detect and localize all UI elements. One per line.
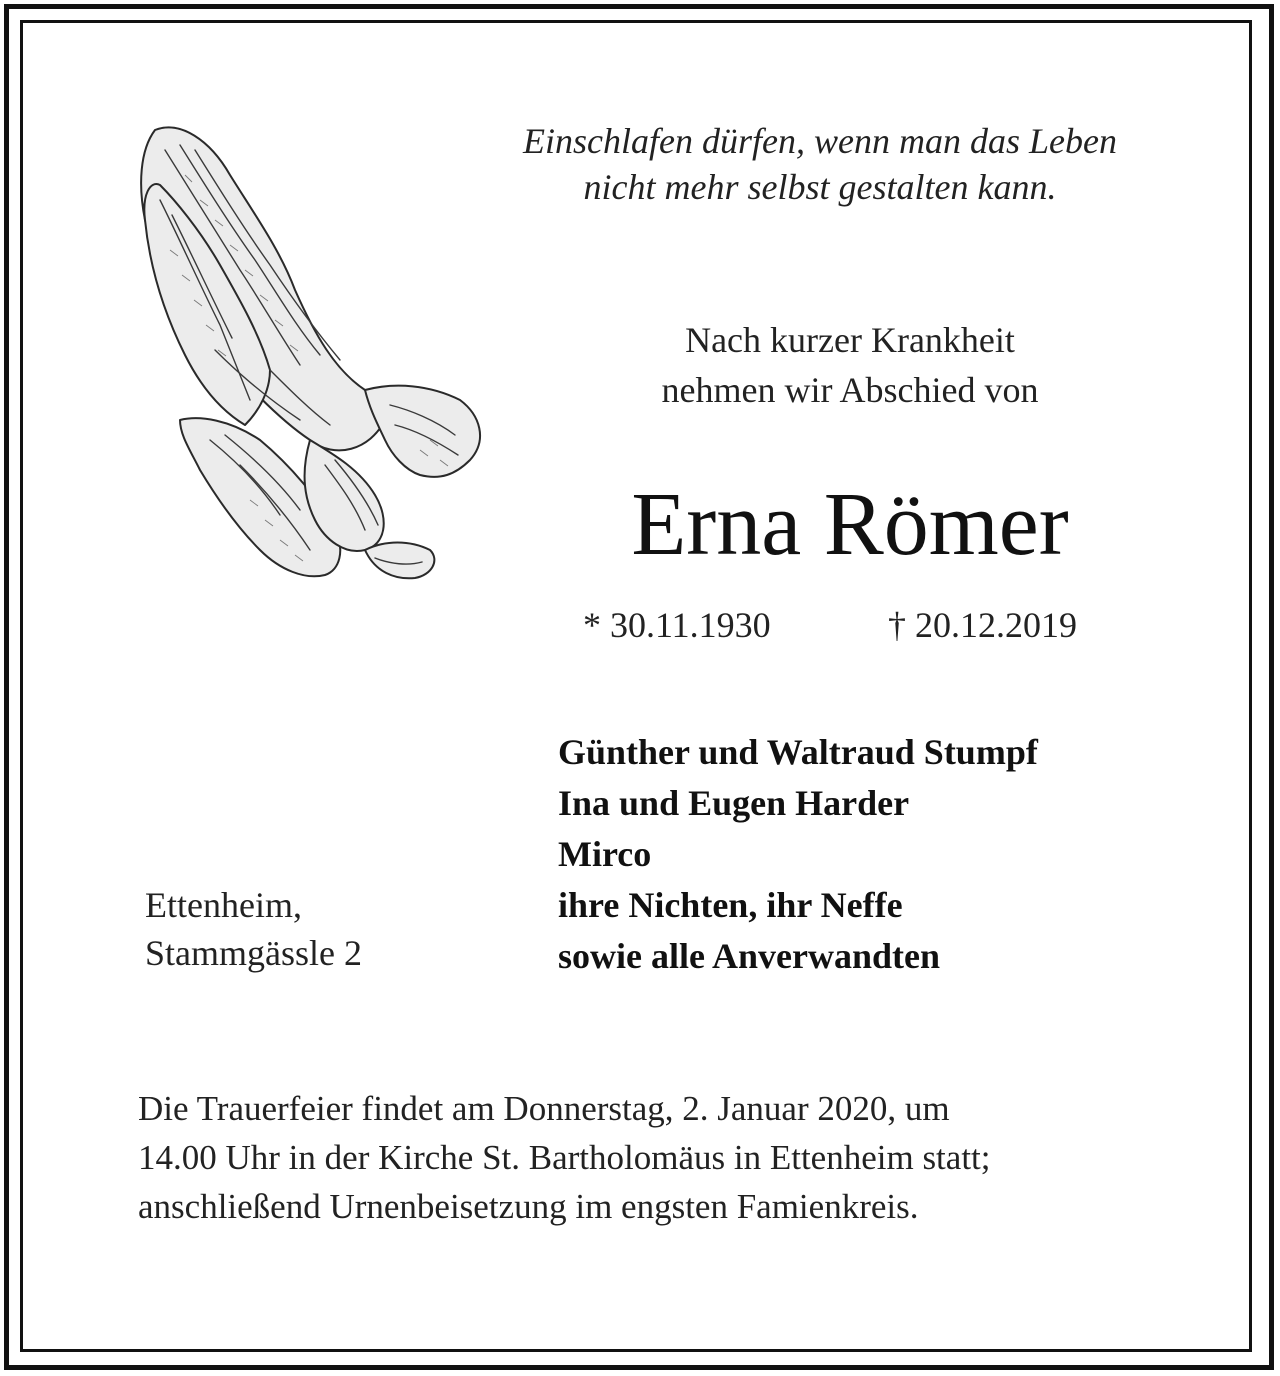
mourner-line: Günther und Waltraud Stumpf	[558, 732, 1038, 772]
intro-line-2: nehmen wir Abschied von	[661, 370, 1039, 410]
ceremony-line-2: 14.00 Uhr in der Kirche St. Bartholomäus in Ettenheim statt;	[138, 1138, 991, 1177]
ceremony-line-1: Die Trauerfeier findet am Donnerstag, 2. Januar 2020, um	[138, 1089, 950, 1128]
mourner-line: ihre Nichten, ihr Neffe	[558, 885, 903, 925]
address-city: Ettenheim,	[145, 885, 302, 925]
intro-line-1: Nach kurzer Krankheit	[685, 320, 1015, 360]
quote-line-2: nicht mehr selbst gestalten kann.	[583, 167, 1057, 207]
death-date: † 20.12.2019	[888, 605, 1077, 645]
address-street: Stammgässle 2	[145, 933, 362, 973]
birth-date: * 30.11.1930	[583, 605, 771, 645]
deceased-name: Erna Römer	[631, 475, 1069, 574]
mourner-line: sowie alle Anverwandten	[558, 936, 940, 976]
mourner-line: Mirco	[558, 834, 652, 874]
mourner-line: Ina und Eugen Harder	[558, 783, 910, 823]
quote-line-1: Einschlafen dürfen, wenn man das Leben	[523, 121, 1117, 161]
ceremony-line-3: anschließend Urnenbeisetzung im engsten Famienkreis.	[138, 1187, 919, 1226]
